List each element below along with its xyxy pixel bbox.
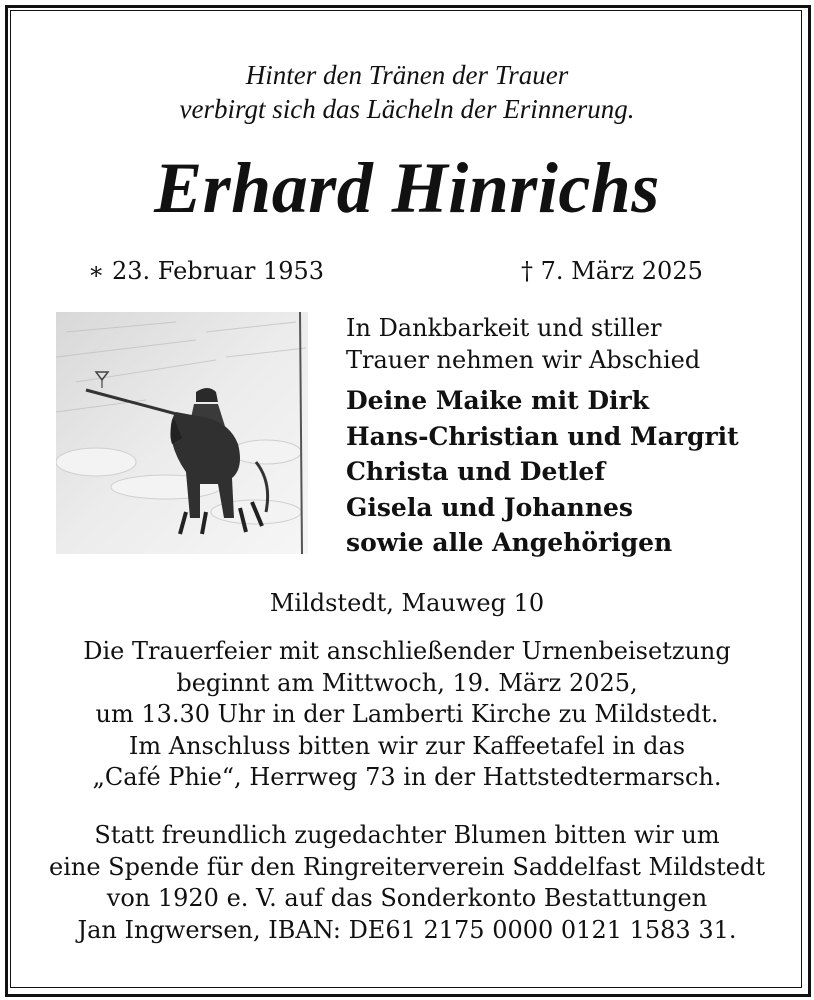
ceremony-line: beginnt am Mittwoch, 19. März 2025,	[176, 668, 638, 697]
ceremony-line: um 13.30 Uhr in der Lamberti Kirche zu Mildstedt.	[95, 700, 719, 728]
thanks-line: In Dankbarkeit und stiller	[346, 314, 662, 342]
thanks-text	[346, 312, 700, 376]
family-member: Gisela und Johannes	[346, 492, 633, 522]
donation-line: Jan Ingwersen, IBAN: DE61 2175 0000 0121 1583 31.	[77, 915, 737, 944]
deceased-name: Erhard Hinrichs	[154, 148, 660, 228]
ceremony-line: Im Anschluss bitten wir zur Kaffeetafel in das	[128, 731, 686, 760]
donation-line: eine Spende für den Ringreiterverein Saddelfast Mildstedt	[49, 852, 765, 881]
birth-date: ∗ 23. Februar 1953	[88, 257, 325, 285]
motto-line: verbirgt sich das Lächeln der Erinnerung.	[179, 94, 635, 124]
family-member: Christa und Detlef	[346, 457, 606, 486]
ceremony-line: Die Trauerfeier mit anschließender Urnenbeisetzung	[83, 637, 731, 665]
death-date: † 7. März 2025	[521, 257, 703, 285]
ceremony-info	[0, 636, 814, 794]
family-list	[346, 383, 739, 561]
family-member: Hans-Christian und Margrit	[346, 421, 739, 451]
motto-line: Hinter den Tränen der Trauer	[245, 60, 569, 90]
family-member: sowie alle Angehörigen	[346, 528, 673, 557]
family-member: Deine Maike mit Dirk	[346, 386, 650, 415]
horse-rider-photo	[56, 312, 308, 554]
motto	[0, 58, 814, 126]
ceremony-line: „Café Phie“, Herrweg 73 in der Hattstedtermarsch.	[92, 763, 722, 791]
donation-line: Statt freundlich zugedachter Blumen bitten wir um	[94, 821, 720, 849]
donation-line: von 1920 e. V. auf das Sonderkonto Bestattungen	[106, 884, 708, 912]
address: Mildstedt, Mauweg 10	[269, 589, 545, 617]
thanks-line: Trauer nehmen wir Abschied	[346, 346, 701, 374]
donation-info	[0, 820, 814, 946]
